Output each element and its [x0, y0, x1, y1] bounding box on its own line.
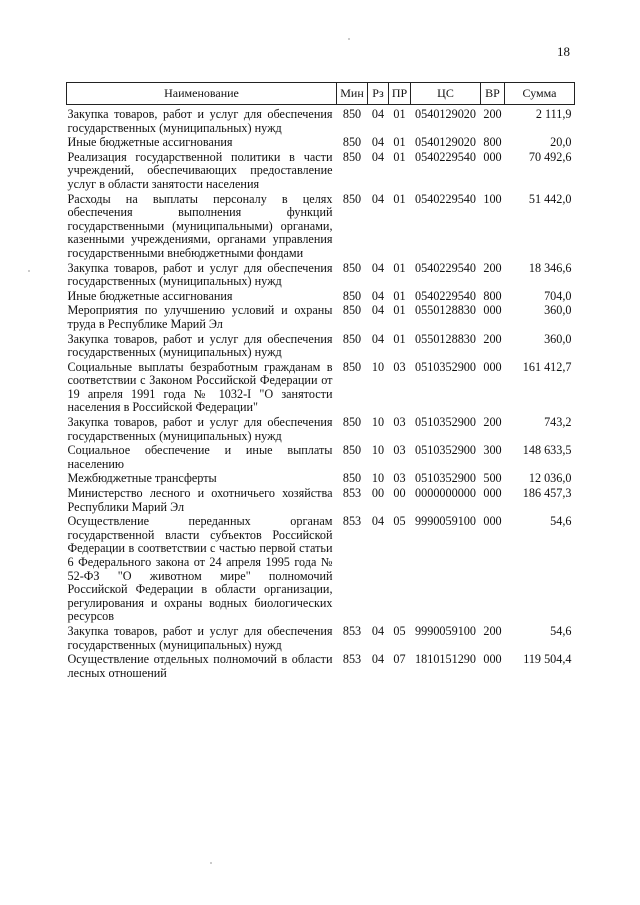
table-row — [67, 150, 575, 192]
row-vr: 000 — [483, 514, 502, 529]
row-cs: 0540229540 — [415, 260, 476, 275]
row-name: Осуществление отдельных полномочий в области лесных отношений — [67, 652, 333, 680]
row-pr: 00 — [393, 486, 406, 501]
row-vr: 000 — [483, 149, 502, 164]
row-rz: 00 — [371, 486, 385, 501]
row-cs: 0540129020 — [415, 107, 476, 121]
row-min: 850 — [342, 359, 362, 374]
row-rz: 04 — [371, 652, 385, 667]
row-pr: 01 — [393, 288, 406, 303]
row-name: Закупка товаров, работ и услуг для обеспечения государственных (муниципальных) нужд — [67, 260, 333, 289]
row-name: Министерство лесного и охотничьего хозяйства Республики Марий Эл — [67, 486, 333, 514]
row-sum: 54,6 — [550, 623, 572, 638]
header-sum: Сумма — [505, 83, 575, 105]
row-name: Расходы на выплаты персоналу в целях обеспечения выполнения функций государственными (муниципальными) органами, казенными учреждениями, органами управления государственными внебюджетными фондами — [67, 191, 333, 260]
row-sum: 360,0 — [544, 331, 572, 346]
table-row — [67, 107, 575, 135]
row-cs: 0510352900 — [415, 471, 476, 486]
page-number: 18 — [557, 44, 570, 59]
row-name: Закупка товаров, работ и услуг для обеспечения государственных (муниципальных) нужд — [67, 415, 333, 443]
row-name: Межбюджетные трансферты — [67, 471, 217, 486]
row-rz: 10 — [371, 415, 385, 430]
row-vr: 500 — [483, 471, 502, 486]
row-vr: 300 — [483, 443, 502, 458]
table-row — [67, 486, 575, 514]
table-row — [67, 415, 575, 443]
row-vr: 800 — [483, 288, 502, 303]
header-pr: ПР — [389, 83, 411, 105]
row-vr: 200 — [483, 107, 502, 121]
row-vr: 000 — [483, 486, 502, 501]
row-min: 850 — [342, 303, 362, 318]
row-vr: 000 — [483, 359, 502, 374]
row-vr: 000 — [483, 652, 502, 667]
table-row — [67, 624, 575, 652]
row-pr: 01 — [393, 149, 406, 164]
row-cs: 0540229540 — [415, 149, 476, 164]
row-vr: 800 — [483, 135, 502, 150]
header-min: Мин — [337, 83, 368, 105]
row-rz: 04 — [371, 331, 385, 346]
header-cs: ЦС — [411, 83, 481, 105]
row-pr: 07 — [393, 652, 406, 667]
row-name: Социальное обеспечение и иные выплаты населению — [67, 443, 333, 471]
table-row — [67, 471, 575, 486]
row-name: Мероприятия по улучшению условий и охраны труда в Республике Марий Эл — [67, 303, 333, 331]
row-rz: 04 — [371, 149, 385, 164]
scan-speck — [28, 270, 30, 272]
row-cs: 0550128830 — [415, 303, 476, 318]
row-rz: 04 — [371, 623, 385, 638]
row-min: 850 — [342, 443, 362, 458]
row-pr: 03 — [393, 471, 406, 486]
row-pr: 01 — [393, 107, 406, 121]
table-row — [67, 514, 575, 624]
header-vr: ВР — [481, 83, 505, 105]
row-name: Иные бюджетные ассигнования — [67, 288, 233, 303]
row-cs: 9990059100 — [415, 514, 476, 529]
row-name: Закупка товаров, работ и услуг для обеспечения государственных (муниципальных) нужд — [67, 331, 333, 360]
row-min: 853 — [342, 623, 362, 638]
row-min: 850 — [342, 135, 362, 150]
row-min: 853 — [342, 514, 362, 529]
table-row — [67, 261, 575, 289]
row-cs: 0510352900 — [415, 443, 476, 458]
row-pr: 01 — [393, 260, 406, 275]
row-min: 850 — [342, 288, 362, 303]
row-name: Осуществление переданных органам государственной власти субъектов Российской Федерации в соответствии с частью первой статьи 6 Федерального закона от 24 апреля 1995 года № 52-ФЗ "О животном мире" полномочий Российской Федерации в области организации, регулирования и охраны водных биологических ресурсов — [67, 514, 333, 624]
row-rz: 10 — [371, 443, 385, 458]
row-min: 850 — [342, 260, 362, 275]
row-sum: 70 492,6 — [528, 149, 572, 164]
row-min: 853 — [342, 652, 362, 667]
row-pr: 03 — [393, 443, 406, 458]
row-cs: 0510352900 — [415, 359, 476, 374]
table-row — [67, 332, 575, 360]
row-rz: 04 — [371, 135, 385, 150]
row-min: 850 — [342, 107, 362, 121]
row-vr: 200 — [483, 623, 502, 638]
row-vr: 100 — [483, 191, 502, 206]
row-sum: 119 504,4 — [523, 652, 572, 667]
budget-table — [66, 82, 575, 680]
row-vr: 200 — [483, 260, 502, 275]
table-row — [67, 303, 575, 331]
row-pr: 01 — [393, 191, 406, 206]
row-vr: 000 — [483, 303, 502, 318]
row-sum: 186 457,3 — [522, 486, 572, 501]
row-cs: 9990059100 — [415, 623, 476, 638]
row-rz: 04 — [371, 191, 385, 206]
row-min: 850 — [342, 471, 362, 486]
row-sum: 12 036,0 — [528, 471, 572, 486]
row-cs: 0000000000 — [415, 486, 476, 501]
row-name: Социальные выплаты безработным гражданам в соответствии с Законом Российской Федерации от 19 апреля 1991 года № 1032-I "О занятости населения в Российской Федерации" — [67, 359, 333, 415]
row-min: 853 — [342, 486, 362, 501]
row-cs: 0510352900 — [415, 415, 476, 430]
row-rz: 10 — [371, 471, 385, 486]
row-name: Иные бюджетные ассигнования — [67, 135, 233, 150]
row-name: Закупка товаров, работ и услуг для обеспечения государственных (муниципальных) нужд — [67, 107, 333, 135]
table-header-row — [67, 83, 575, 105]
row-sum: 18 346,6 — [528, 260, 572, 275]
table-row — [67, 135, 575, 150]
row-cs: 1810151290 — [415, 652, 476, 667]
row-rz: 10 — [371, 359, 385, 374]
row-name: Реализация государственной политики в части учреждений, обеспечивающих предоставление услуг в области занятости населения — [67, 149, 333, 191]
row-min: 850 — [342, 149, 362, 164]
row-sum: 54,6 — [550, 514, 572, 529]
scan-speck — [348, 38, 350, 40]
row-sum: 704,0 — [544, 288, 572, 303]
row-pr: 03 — [393, 415, 406, 430]
row-min: 850 — [342, 415, 362, 430]
row-cs: 0540229540 — [415, 288, 476, 303]
row-cs: 0550128830 — [415, 331, 476, 346]
row-name: Закупка товаров, работ и услуг для обеспечения государственных (муниципальных) нужд — [67, 623, 333, 652]
row-sum: 2 111,9 — [535, 107, 572, 121]
row-pr: 05 — [393, 623, 406, 638]
row-pr: 03 — [393, 359, 406, 374]
row-sum: 51 442,0 — [528, 191, 572, 206]
row-sum: 360,0 — [544, 303, 572, 318]
table-row — [67, 289, 575, 304]
row-rz: 04 — [371, 107, 385, 121]
row-pr: 01 — [393, 331, 406, 346]
row-min: 850 — [342, 331, 362, 346]
row-pr: 01 — [393, 303, 406, 318]
row-vr: 200 — [483, 331, 502, 346]
row-pr: 01 — [393, 135, 406, 150]
row-cs: 0540129020 — [415, 135, 476, 150]
row-rz: 04 — [371, 260, 385, 275]
table-row — [67, 360, 575, 415]
row-sum: 743,2 — [544, 415, 572, 430]
row-cs: 0540229540 — [415, 191, 476, 206]
header-name: Наименование — [67, 83, 337, 105]
table-row — [67, 192, 575, 261]
table-row — [67, 443, 575, 471]
header-rz: Рз — [368, 83, 389, 105]
row-rz: 04 — [371, 288, 385, 303]
table-row — [67, 652, 575, 680]
row-rz: 04 — [371, 514, 385, 529]
row-vr: 200 — [483, 415, 502, 430]
row-sum: 161 412,7 — [522, 359, 572, 374]
row-pr: 05 — [393, 514, 406, 529]
row-sum: 20,0 — [550, 135, 572, 150]
scan-speck — [210, 862, 212, 864]
row-sum: 148 633,5 — [522, 443, 572, 458]
row-rz: 04 — [371, 303, 385, 318]
row-min: 850 — [342, 191, 362, 206]
